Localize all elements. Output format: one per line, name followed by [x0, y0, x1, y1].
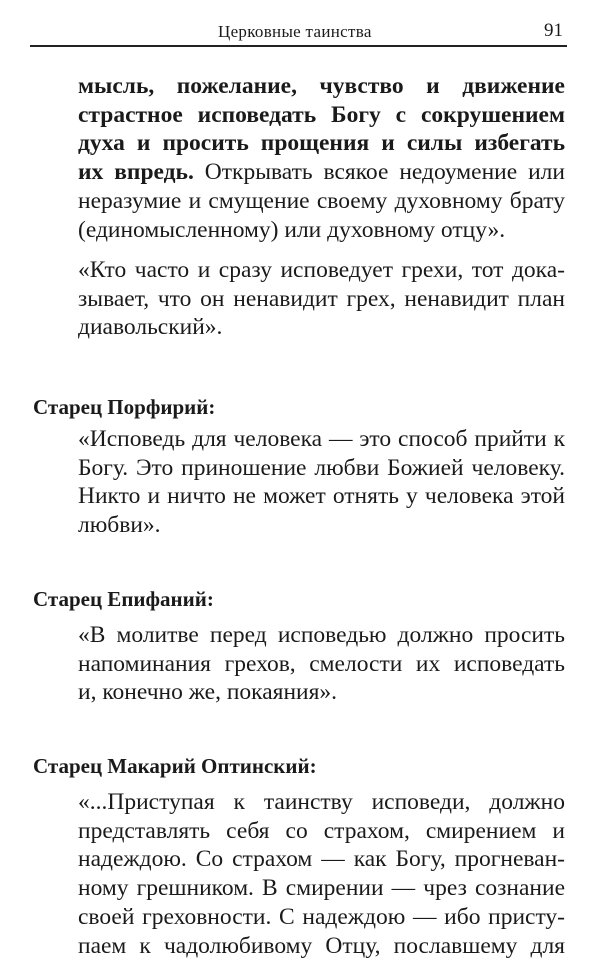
text-line: «Исповедь для человека — это способ прийти к [78, 426, 565, 452]
text-line: ному грешником. В смирении — чрез сознание [78, 875, 565, 902]
text-line: их впредь. Открывать всякое недоумение или [78, 159, 565, 186]
text-line: «В молитве перед исповедью должно просить [78, 622, 565, 648]
text-line: паем к чадолюбивому Отцу, пославшему для [78, 932, 565, 959]
text-line: духа и просить прощения и силы избегать [78, 130, 565, 157]
quote-porfiry [78, 425, 565, 540]
chapter-title: Церковные таинства [218, 22, 372, 41]
section-heading: Старец Епифаний: [33, 587, 214, 611]
text-line: «Кто часто и сразу исповедует грехи, тот дока- [78, 257, 565, 283]
paragraph-2 [78, 256, 565, 342]
text-line: своей греховности. С надеждою — ибо присту- [78, 903, 565, 930]
text-line: надеждою. Со страхом — как Богу, прогневан- [78, 846, 565, 873]
text-line: диавольский». [78, 314, 223, 341]
text-line: напоминания грехов, смелости их исповедать [78, 650, 565, 677]
text-line: и, конечно же, покаяния». [78, 679, 338, 706]
header-rule [30, 45, 567, 47]
text-line: любви». [78, 512, 161, 539]
text-line: (единомысленному) или духовному отцу». [78, 216, 506, 243]
quote-makary [78, 788, 565, 960]
text-line: страстное исповедать Богу с сокрушением [78, 101, 565, 128]
quote-epifany [78, 621, 565, 707]
text-line: представлять себя со страхом, смирением и [78, 817, 565, 844]
paragraph-1 [78, 72, 565, 244]
page-number: 91 [544, 20, 563, 41]
text-line: Никто и ничто не может отнять у человека этой [78, 483, 565, 510]
text-line: неразумие и смущение своему духовному брату [78, 187, 565, 214]
text-line: мысль, пожелание, чувство и движение [78, 73, 565, 99]
text-line: «...Приступая к таинству исповеди, должно [78, 789, 565, 815]
section-heading: Старец Порфирий: [33, 395, 216, 419]
text-line: Богу. Это приношение любви Божией человеку. [78, 454, 565, 481]
section-heading: Старец Макарий Оптинский: [33, 754, 317, 778]
text-line: зывает, что он ненавидит грех, ненавидит план [78, 285, 565, 312]
